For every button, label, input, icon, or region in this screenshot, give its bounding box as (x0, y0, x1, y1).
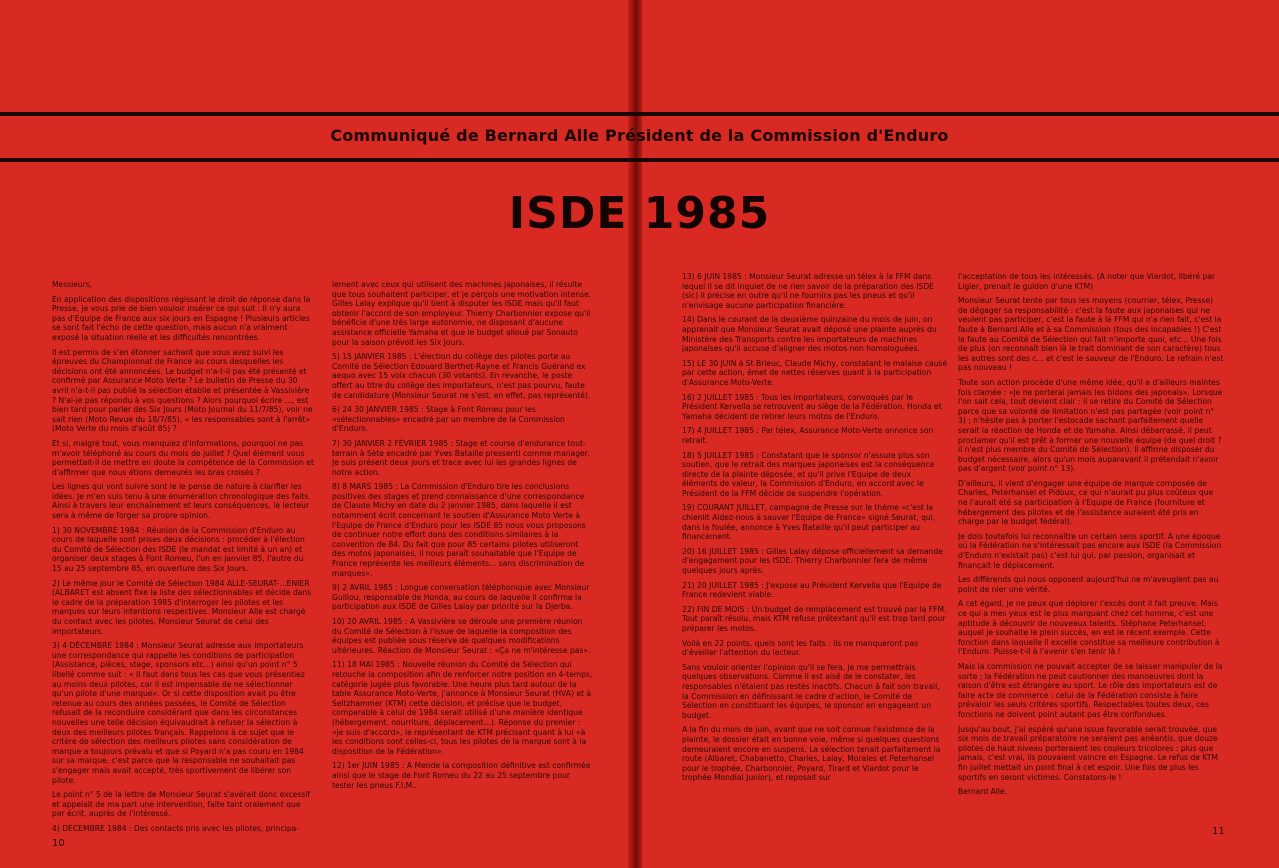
paragraph: Les lignes qui vont suivre sont le le pense de nature à clarifier les idées. Je m'en suis tenu à une énumération chronologique des faits. Ainsi à travers leur enchaînement et leurs conséquences, le lecteur sera à même de forger sa propre opinion. (52, 482, 311, 521)
paragraph: 21) 20 JUILLET 1985 : J'expose au Président Kervella que l'Equipe de France redevient viable. (682, 580, 942, 600)
paragraph: Monsieur Seurat tente par tous les moyens (courrier, télex, Presse) de dégager sa responsabilité : c'est la faute aux japonaises qui ne veulent pas participer, c'est la faute à la FFM qui n'a rien fait, c'est la faute à Bernard Alle et à sa Commission (tous des incapables !) C'est la faute au Comité de Sélection qui fait n'importe quoi, etc... Une fois de plus (on reconnaît bien là le trait dominant de son caractère) tous les autres sont des c... et c'est le sauveur de l'Enduro. Le refrain n'est pas nouveau ! (958, 296, 1224, 373)
paragraph: A la fin du mois de juin, avant que ne soit connue l'existence de la plainte, le dossier était en bonne voie, même si quelques questions demeuraient encore en suspens. La sélection tenait parfaitement la route (Albaret, Chabanetto, Charles, Lalay, Morales et Peterhansel pour le trophée, Charbonnier, Poyard, Tirard et Viardot pour le trophée Mondial Junior), et reposait sur (682, 725, 941, 783)
paragraph: Toute son action procède d'une même idée, qu'il a d'ailleurs maintes fois clamée : «Je ne porterai jamais les bidons des japonais». Lorsque l'on sait cela, tout devient clair : il se retire du Comité de Sélection parce que sa volonté de limitation n'est pas partagée (voir point n° 3) ; n'hésite pas à porter l'estocade sachant parfaitement quelle serait la réaction de Honda et de Yamaha. Ainsi débarrassé, il peut proclamer qu'il est prêt à former une nouvelle équipe (de quel droit ? il n'est plus membre du Comité de Sélection). Il affirme disposer du budget nécessaire, alors qu'un mois auparavant il prétendait n'avoir pas d'argent (voir point n° 13). (958, 377, 1223, 474)
paragraph: 5) 15 JANVIER 1985 : L'élection du collège des pilotes porte au Comité de Sélection Edouard Berthet-Rayne et Francis Guérand ex aequo avec 15 voix chacun (30 votants). En revanche, le poste offert au titre du collège des importateurs, n'est pas pourvu, faute de candidature (Monsieur Seurat ne s'est, en effet, pas représenté). (332, 352, 591, 400)
paragraph: 13) 6 JUIN 1985 : Monsieur Seurat adresse un télex à la FFM dans lequel il se dit inquiet de ne rien savoir de la préparation des ISDE (sic) il précise en outre qu'il ne fournira pas les pneus et qu'il n'envisage aucune participation financière. (682, 272, 934, 310)
paragraph: 9) 2 AVRIL 1985 : Longue conversation téléphonique avec Monsieur Guillou, responsable de Honda, au cours de laquelle il confirme la participation aux ISDE de Gilles Lalay par priorité sur la Djerba. (332, 583, 590, 612)
paragraph: D'ailleurs, il vient d'engager une équipe de marque composée de Charles, Peterhansel et Pidoux, ce qui n'aurait pu plus coûteux que ne l'aurait été sa participation à l'Equipe de France (fourniture et hébergement des pilotes et de l'assistance auraient été pris en charge par le budget fédéral). (958, 478, 1214, 527)
paragraph: 1) 30 NOVEMBRE 1984 : Réunion de la Commission d'Enduro au cours de laquelle sont prises deux décisions : procéder à l'élection du Comité de Sélection des ISDE (le mandat est limité à un an) et organiser deux stages à Font Romeu, l'un en janvier 85, l'autre du 15 au 25 septembre 85, en ouverture des Six Jours. (52, 525, 305, 574)
paragraph: l'acceptation de tous les intéressés. (A noter que Viardot, libéré par Ligier, prenait le guidon d'une KTM) (958, 272, 1216, 291)
column-2 (332, 280, 594, 840)
signature-text: Bernard Alle. (958, 787, 1008, 797)
paragraph: 15) LE 30 JUIN à St Brieuc, Claude Michy, constatant le malaise causé par cette action, émet de nettes réserves quant à la participation d'Assurance Moto-Verte. (682, 358, 948, 387)
paragraph: Le point n° 5 de la lettre de Monsieur Seurat s'avérait donc excessif et appelait de ma part une intervention, faite tant oralement que par écrit, auprès de l'intéressé. (52, 790, 311, 819)
paragraph: 3) 4 DÉCEMBRE 1984 : Monsieur Seurat adresse aux importateurs une correspondance qui rappelle les conditions de participation (Assistance, pièces, stage, sponsors etc...) ainsi qu'un point n° 5 libellé comme suit : « Il faut dans tous les cas que vous présentiez au moins deux pilotes, car il est impensable de ne sélectionner qu'un pilote d'une marque». Or si cette disposition avait pu être retenue au cours des années passées, le Comité de Sélection refusait de la reconduire considérant que dans les circonstances nouvelles une telle décision équivaudrait à refuser la sélection à deux des meilleurs pilotes français. Rappelons à ce sujet que le critère de sélection des meilleurs pilotes sans considération de marque a toujours prévalu et que si Poyard n'a pas couru en 1984 sur sa marque, c'est parce que la responsable ne souhaitait pas s'engager mais avait accepté, très sportivement de libérer son pilote. (52, 641, 305, 785)
page-number-left: 10 (52, 838, 65, 849)
paragraph: 20) 16 JUILLET 1985 : Gilles Lalay dépose officiellement sa demande d'engagement pour les ISDE. Thierry Charbonnier fera de même quelques jours après. (682, 546, 943, 576)
paragraph: Mais la commission ne pouvait accepter de se laisser manipuler de la sorte ; la Fédération ne peut cautionner des manoeuvres dont la raison d'être est étrangère au sport. Le rôle des importateurs est de faire acte de commerce : celui de la Fédération consiste à faire prévaloir les seuls critères sportifs. Respectables toutes deux, ces fonctions ne doivent point autant pas être confondues. (958, 661, 1223, 719)
top-rule (0, 112, 1279, 116)
paragraph: Les différends qui nous opposent aujourd'hui ne m'aveuglent pas au point de nier une vérité. (958, 575, 1219, 594)
paragraph: En application des dispositions régissant le droit de réponse dans la Presse, je vous prie de bien vouloir insérer ce qui suit : Il n'y aura pas d'Equipe de France aux six jours en Espagne ! Plusieurs articles se sont fait l'écho de cette question, mais aucun n'a vraiment exposé la situation réelle et les difficultés rencontrées. (52, 294, 311, 342)
paragraph: 17) 4 JUILLET 1985 : Par télex, Assurance Moto-Verte annonce son retrait. (682, 426, 934, 445)
column-3 (682, 272, 948, 847)
paragraph: 8) 8 MARS 1985 : La Commission d'Enduro tire les conclusions positives des stages et prend connaissance d'une correspondance de Claude Michy en date du 2 janvier 1985, dans laquelle il est notamment écrit concernant le soutien d'Assurance Moto Verte à l'Equipe de France d'Enduro pour les ISDE 85 nous vous proposons de continuer notre effort dans des conditions similaires à la convention de 84. Du fait que pour 85 certains pilotes utiliseront des motos japonaises, il nous paraît souhaitable que l'Equipe de France représente les meilleurs éléments... sans discrimination de marques». (332, 482, 586, 578)
paragraph: Voilà en 22 points, quels sont les faits : ils ne manqueront pas d'éveiller l'attention du lecteur. (682, 638, 919, 658)
paragraph: 4) DÉCEMBRE 1984 : Des contacts pris avec les pilotes, principa- (52, 823, 300, 833)
paragraph: A cet égard, je ne peux que déplorer l'excès dont il fait preuve. Mais ce qui a mes yeux est le plus marquant chez cet homme, c'est une aptitude à découvrir de nouveaux talents. Stéphane Peterhansel, auquel je souhaite le plein succès, en est le récent exemple. Cette fonction dans laquelle il excelle constitue sa meilleure contribution à l'Enduro. Puisse-t-il à l'avenir s'en tenir là ! (958, 599, 1220, 657)
paragraph: 12) 1er JUIN 1985 : A Mende la composition définitive est confirmée ainsi que le stage de Font Romeu du 22 au 25 septembre pour tester les pneus F.I.M.. (332, 761, 591, 790)
paragraph: 16) 2 JUILLET 1985 : Tous les importateurs, convoqués par le Président Kervella se retrouvent au siège de la Fédération. Honda et Yamaha décident de retirer leurs motos de l'Enduro. (682, 392, 942, 421)
paragraph: Messieurs, (52, 280, 93, 289)
paragraph: 10) 20 AVRIL 1985 : A Vassivière se déroule une première réunion du Comité de Sélection à l'issue de laquelle la composition des équipes est publiée sous réserve de quelques modifications ultérieures. Réaction de Monsieur Seurat : «Ça ne m'intéresse pas». (332, 617, 591, 655)
page-number-right: 11 (1212, 826, 1225, 837)
page-title: ISDE 1985 (508, 188, 771, 239)
paragraph: 14) Dans le courant de la deuxième quinzaine du mois de juin, on apprenait que Monsieur Seurat avait déposé une plainte auprès du Ministère des Transports contre les importateurs de machines japonaises qu'il accuse d'aligner des motos non homologuées. (682, 315, 937, 354)
paragraph: Sans vouloir orienter l'opinion qu'il se fera, je me permettrais quelques observations. Comme il est aisé de le constater, les responsables n'étaient pas restés inactifs. Chacun à fait son travail, la Commission en définissant le cadre d'action, le Comité de Sélection en constituant les équipes, le sponsor en engageant un budget. (682, 662, 940, 720)
paragraph: Jusqu'au bout, j'ai espéré qu'une issue favorable serait trouvée, que six mois de travail préparatoire ne seraient pas anéantis, que douze pilotes de haut niveau porteraient les couleurs tricolores : plus que jamais, c'est vrai, ils pouvaient vaincre en Espagne. Le refus de KTM fin juillet mettait un point final à cet espoir. Une fois de plus les sportifs en seront victimes. Constatons-le ! (958, 724, 1218, 782)
paragraph: 19) COURANT JUILLET, campagne de Presse sur le thème «c'est la chienlit Aidez-nous à sauver l'Equipe de France» signé Seurat, qui, dans la foulée, annonce à Yves Bataille qu'il peut participer au financement. (682, 503, 936, 542)
paragraph: 2) Le même jour le Comité de Sélection 1984 ALLE-SEURAT-...ENIER (ALBARET est absent fixe la liste des sélectionnables et décide dans le cadre de la préparation 1985 d'interroger les pilotes et les marques sur leurs intentions respectives. Monsieur Alle est chargé du contact avec les pilotes, Monsieur Seurat de celui des importateurs. (52, 578, 312, 636)
paragraph: 18) 5 JUILLET 1985 : Constatant que le sponsor n'assure plus son soutien, que le retrait des marques japonaises est la conséquence directe de la plainte déposée, et qu'il prive l'Equipe de deux éléments de valeur, la Commission d'Enduro, en accord avec le Président de la FFM décide de suspendre l'opération. (682, 450, 935, 498)
paragraph: 11) 18 MAI 1985 : Nouvelle réunion du Comité de Sélection qui retouche la composition afin de renforcer notre position en 4-temps, catégorie jugée plus favorable. Une heure plus tard autour de la table Assurance Moto-Verte, j'annonce à Monsieur Seurat (HVA) et à Seltzhammer (KTM) cette décision, et précise que le budget, comparable à celui de 1984 serait utilisé d'une manière identique (hébergement, nourriture, déplacement...). Réponse du premier : «je suis d'accord», le représentant de KTM précisant quant à lui «à les conditions sont celles-ci, tous les pilotes de la marque sont à la disposition de la Fédération». (332, 660, 593, 756)
paragraph: 22) FIN DE MOIS : Un budget de remplacement est trouvé par la FFM. Tout paraît résolu, mais KTM refuse prétextant qu'il est trop tard pour préparer les motos. (682, 604, 947, 633)
paragraph: 7) 30 JANVIER 2 FÉVRIER 1985 : Stage et course d'endurance tout-terrain à Sète encadré par Yves Bataille pressenti comme manager. Je suis présent deux jours et trace avec lui les grandes lignes de notre action. (332, 438, 590, 477)
paragraph: Il est permis de s'en étonner sachant que vous avez suivi les épreuves du Championnat de France au cours desquelles les décisions ont été annoncées. Le budget n'a-t-il pas été présenté et confirmé par Assurance Moto Verte ? Le bulletin de Presse du 30 avril n'a-t-il pas publié la sélection établie et présentée à Vassivière ? N'ai-je pas répondu à vos questions ? Alors pourquoi écrire ..., est bien tard pour parler des Six Jours (Moto Journal du 11/7/85), voir ne sait rien (Moto Revue du 18/7/85), « les responsables sont à l'arrêt» (Moto Verte du mois d'août 85) ? (52, 347, 313, 434)
paragraph: 6) 24 30 JANVIER 1985 : Stage à Font Romeu pour les «sélectionnables» encadré par un membre de la Commission d'Enduro. (332, 405, 565, 434)
paragraph: lement avec ceux qui utilisent des machines japonaises, il résulte que tous souhaitent participer, et je perçois une motivation intense. Gilles Lalay explique qu'il tient à disputer les ISDE mais qu'il faut obtenir l'accord de son employeur. Thierry Charbonnier expose qu'il bénéficie d'une très large autonomie, ne disposant d'aucune assistance officielle Yamaha et que le budget alloué par Sonauto pour la saison prévoit les Six Jours. (332, 280, 592, 347)
column-1 (52, 280, 314, 840)
column-4 (958, 272, 1224, 827)
headline: Communiqué de Bernard Alle Président de la Commission d'Enduro (330, 126, 949, 145)
paragraph: Et si, malgré tout, vous manquiez d'informations, pourquoi ne pas m'avoir téléphoné au cours du mois de juillet ? Quel élément vous permettait-il de mettre en doute la compétence de la Commission et d'affirmer que nous étions demeurés les bras croisés ? (52, 438, 314, 477)
middle-rule (0, 158, 1279, 162)
paragraph: Je dois toutefois lui reconnaître un certain sens sportif. A une époque où la Fédération ne s'intéressait pas encore aux ISDE (la Commission d'Enduro n'existait pas) c'est lui qui, par passion, organisait et finançait le déplacement. (958, 531, 1222, 570)
